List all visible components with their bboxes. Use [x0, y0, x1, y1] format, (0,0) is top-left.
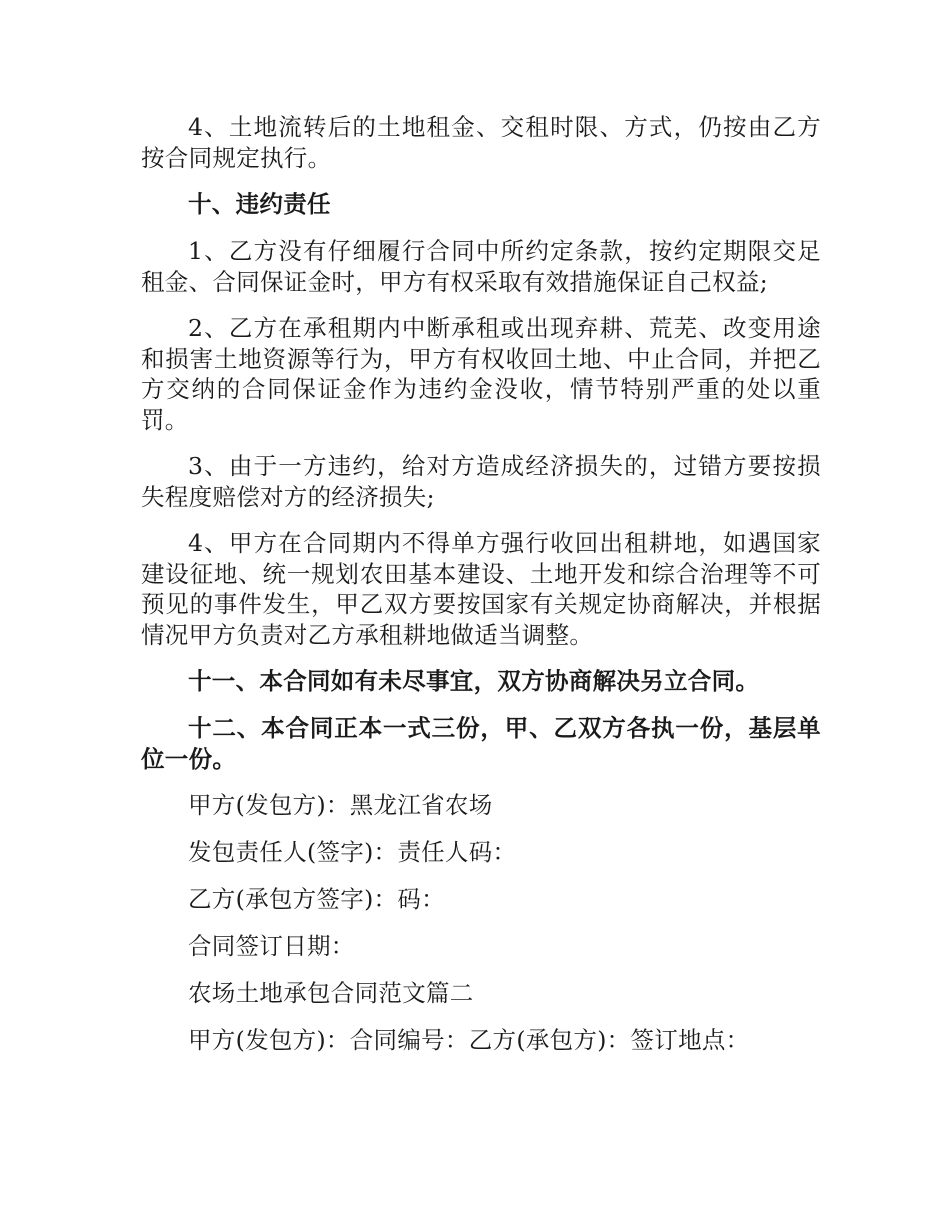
section-heading-twelve: 十二、本合同正本一式三份，甲、乙双方各执一份，基层单位一份。 — [141, 714, 821, 773]
section-heading-eleven: 十一、本合同如有未尽事宜，双方协商解决另立合同。 — [188, 667, 760, 695]
party-a-line: 甲方(发包方)：黑龙江省农场 — [188, 791, 493, 819]
paragraph-breach-2: 2、乙方在承租期内中断承租或出现弃耕、荒芜、改变用途和损害土地资源等行为，甲方有权收回土地、中止合同，并把乙方交纳的合同保证金作为违约金没收，情节特别严重的处以重罚。 — [141, 314, 821, 434]
paragraph-breach-1: 1、乙方没有仔细履行合同中所约定条款，按约定期限交足租金、合同保证金时，甲方有权采取有效措施保证自己权益; — [141, 237, 821, 296]
signing-date-line: 合同签订日期： — [188, 932, 355, 960]
section-title-sample-two: 农场土地承包合同范文篇二 — [188, 979, 474, 1007]
party-info-line: 甲方(发包方)：合同编号：乙方(承包方)：签订地点： — [188, 1026, 750, 1054]
document-body — [141, 112, 821, 1072]
party-b-line: 乙方(承包方签字)：码： — [188, 885, 445, 913]
paragraph-clause-4-rent: 4、土地流转后的土地租金、交租时限、方式，仍按由乙方按合同规定执行。 — [141, 113, 821, 172]
contractor-responsible-line: 发包责任人(签字)：责任人码： — [188, 838, 517, 866]
paragraph-breach-3: 3、由于一方违约，给对方造成经济损失的，过错方要按损失程度赔偿对方的经济损失; — [141, 452, 821, 511]
paragraph-breach-4: 4、甲方在合同期内不得单方强行收回出租耕地，如遇国家建设征地、统一规划农田基本建设、土地开发和综合治理等不可预见的事件发生，甲乙双方要按国家有关规定协商解决，并根据情况甲方负责对乙方承租耕地做适当调整。 — [141, 529, 821, 649]
section-heading-breach-liability: 十、违约责任 — [188, 190, 331, 218]
